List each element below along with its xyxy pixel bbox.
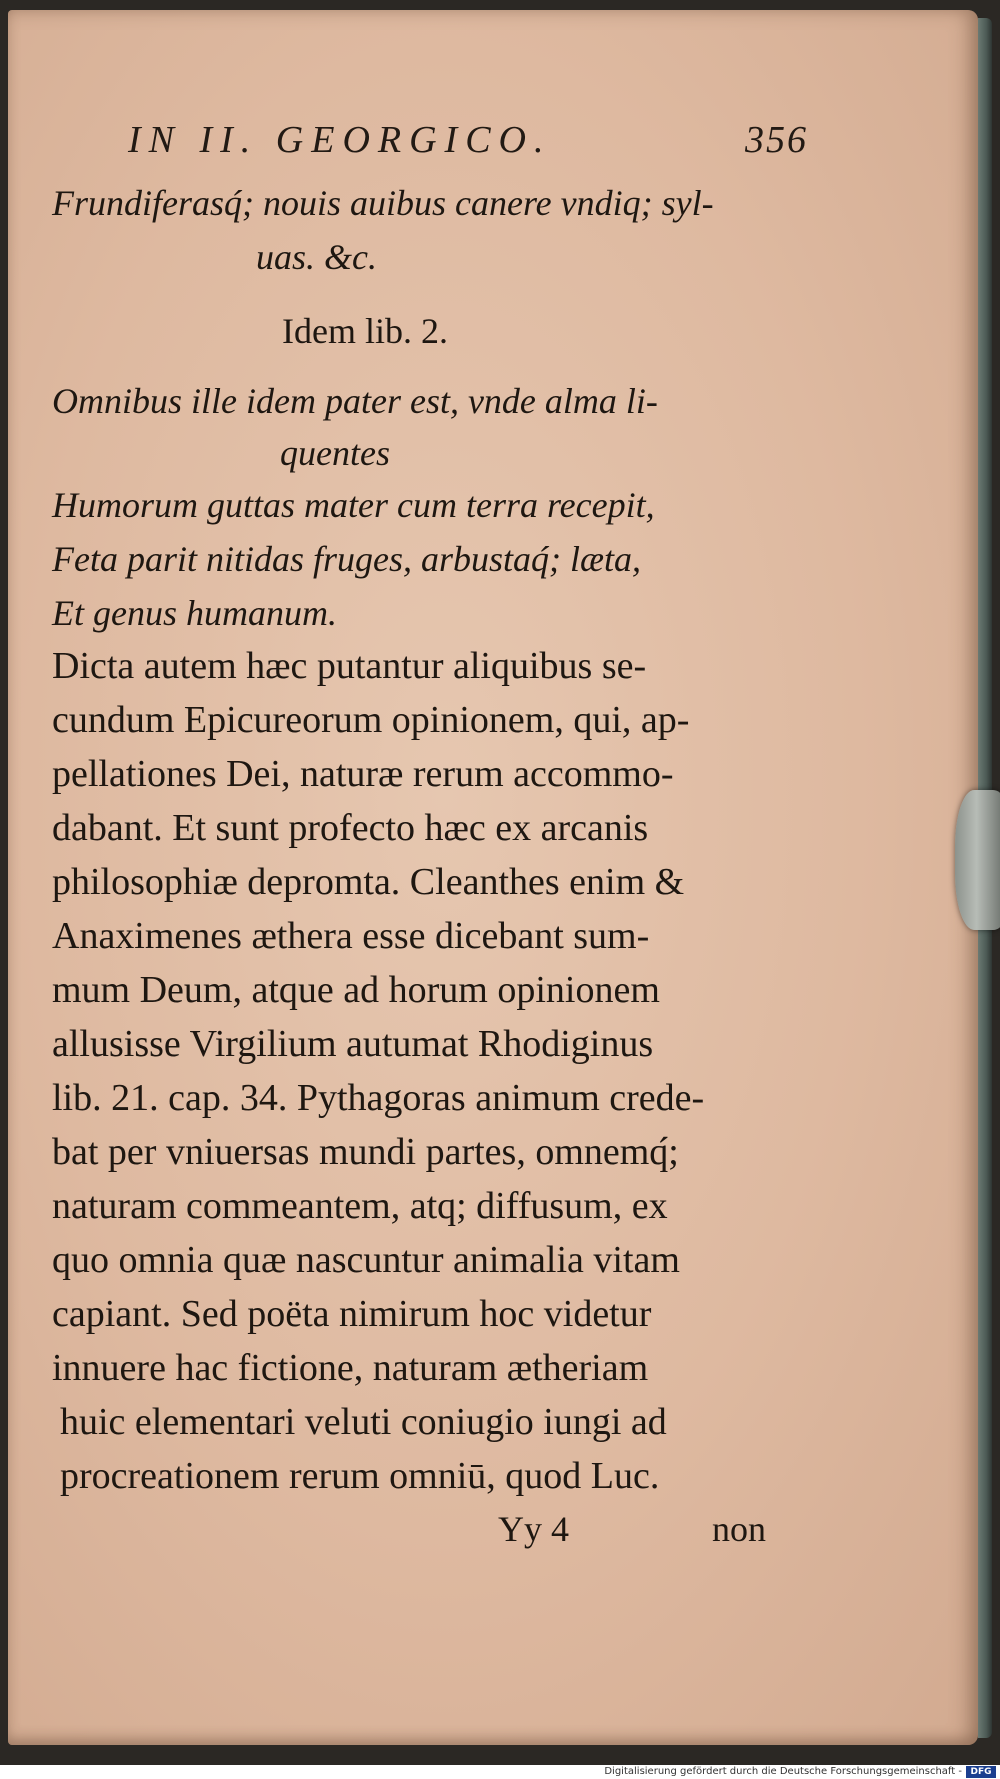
text-line: Anaximenes æthera esse dicebant sum- (52, 915, 650, 957)
text-line: quo omnia quæ nascuntur animalia vitam (52, 1239, 680, 1281)
text-line: naturam commeantem, atq; diffusum, ex (52, 1185, 668, 1227)
book-clasp (955, 790, 1000, 930)
text-line: uas. &c. (256, 237, 377, 277)
text-line: allusisse Virgilium autumat Rhodiginus (52, 1023, 654, 1065)
text-line: Humorum guttas mater cum terra recepit, (52, 485, 655, 525)
page-number: 356 (745, 119, 808, 161)
text-line: Frundiferasq́; nouis auibus canere vndiq; syl- (52, 183, 714, 223)
text-line: philosophiæ depromta. Cleanthes enim & (52, 861, 685, 903)
text-line: capiant. Sed poëta nimirum hoc videtur (52, 1293, 652, 1335)
catchword: non (712, 1509, 766, 1549)
digitization-credit: Digitalisierung gefördert durch die Deutsche Forschungsgemeinschaft - (604, 1766, 962, 1777)
text-line: lib. 21. cap. 34. Pythagoras animum crede- (52, 1077, 705, 1119)
text-line: bat per vniuersas mundi partes, omnemq́; (52, 1131, 679, 1173)
running-head (128, 118, 808, 168)
text-line: Et genus humanum. (52, 593, 337, 633)
text-line: Feta parit nitidas fruges, arbustaq́; læta, (52, 539, 642, 579)
text-line: innuere hac fictione, naturam ætheriam (52, 1347, 649, 1389)
text-line: Omnibus ille idem pater est, vnde alma li- (52, 381, 658, 421)
dfg-logo: DFG (966, 1766, 996, 1778)
text-line: mum Deum, atque ad horum opinionem (52, 969, 660, 1011)
text-line: procreationem rerum omniū, quod Luc. (60, 1455, 660, 1497)
text-line: Dicta autem hæc putantur aliquibus se- (52, 645, 647, 687)
signature-mark: Yy 4 (498, 1509, 569, 1549)
section-heading: Idem lib. 2. (282, 311, 448, 351)
text-line: pellationes Dei, naturæ rerum accommo- (52, 753, 674, 795)
text-line: cundum Epicureorum opinionem, qui, ap- (52, 699, 690, 741)
text-line: huic elementari veluti coniugio iungi ad (60, 1401, 667, 1443)
running-head-title: IN II. GEORGICO. (128, 119, 552, 161)
text-line: quentes (280, 433, 390, 473)
text-line: dabant. Et sunt profecto hæc ex arcanis (52, 807, 649, 849)
